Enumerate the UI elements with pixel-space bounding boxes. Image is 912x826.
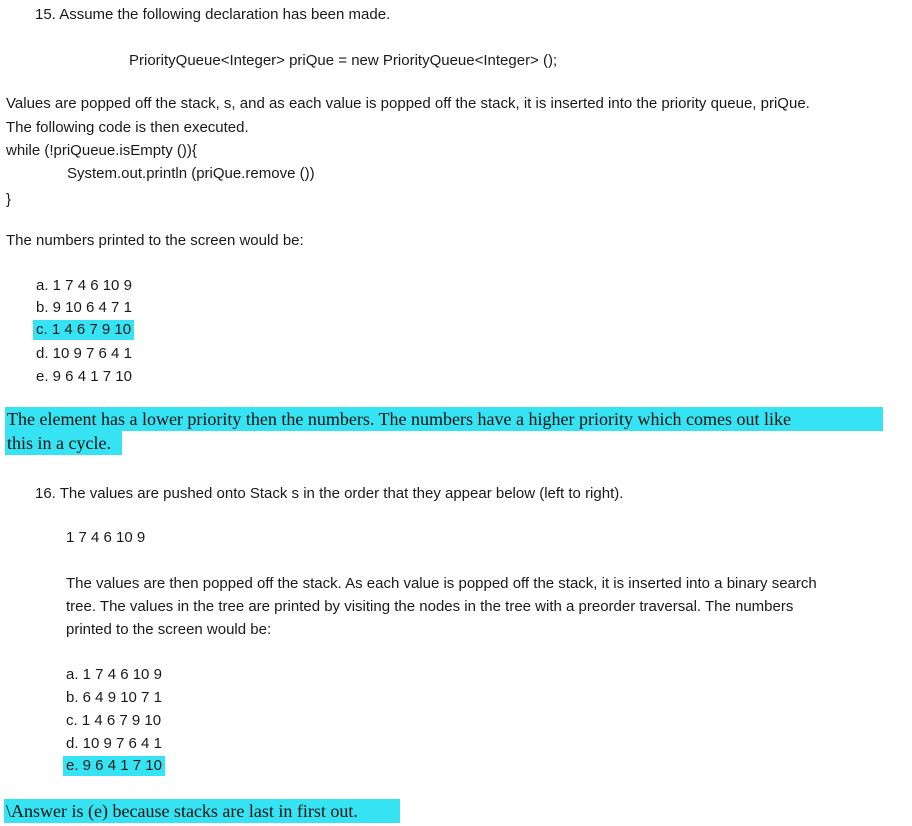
q15-code-close: } [6, 191, 12, 208]
q16-option-d: d. 10 9 7 6 4 1 [66, 735, 162, 752]
q16-option-b: b. 6 4 9 10 7 1 [66, 689, 162, 706]
q16-option-a: a. 1 7 4 6 10 9 [66, 666, 162, 683]
q16-body-line1: The values are then popped off the stack. As each value is popped off the stack, it is inserted into a binary search [66, 575, 817, 592]
q15-option-c-highlighted: c. 1 4 6 7 9 10 [33, 320, 134, 340]
q15-explanation-line2: this in a cycle. [7, 433, 111, 453]
q15-explanation-line1: The element has a lower priority then the numbers. The numbers have a higher priority which comes out like [7, 409, 791, 429]
q15-option-d: d. 10 9 7 6 4 1 [36, 345, 132, 362]
q15-declaration: PriorityQueue<Integer> priQue = new PriorityQueue<Integer> (); [129, 52, 558, 69]
q15-following: The following code is then executed. [6, 119, 249, 136]
q16-body-line2: tree. The values in the tree are printed by visiting the nodes in the tree with a preorder traversal. The numbers [66, 598, 794, 615]
q15-code-while: while (!priQueue.isEmpty ()){ [6, 142, 197, 159]
q15-option-e: e. 9 6 4 1 7 10 [36, 368, 132, 385]
q15-option-a: a. 1 7 4 6 10 9 [36, 277, 132, 294]
q16-option-e-highlighted: e. 9 6 4 1 7 10 [63, 756, 165, 776]
q16-answer: \Answer is (e) because stacks are last in first out. [6, 801, 358, 821]
q16-sequence: 1 7 4 6 10 9 [66, 529, 146, 546]
q15-description: Values are popped off the stack, s, and as each value is popped off the stack, it is inserted into the priority queue, priQue. [6, 95, 810, 112]
q16-option-c: c. 1 4 6 7 9 10 [66, 712, 162, 729]
q15-option-b: b. 9 10 6 4 7 1 [36, 299, 132, 316]
q15-heading: 15. Assume the following declaration has been made. [35, 6, 391, 23]
q16-body-line3: printed to the screen would be: [66, 621, 272, 638]
q15-prompt: The numbers printed to the screen would be: [6, 232, 304, 249]
q15-code-print: System.out.println (priQue.remove ()) [67, 165, 315, 182]
q16-heading: 16. The values are pushed onto Stack s in the order that they appear below (left to right). [35, 485, 624, 502]
